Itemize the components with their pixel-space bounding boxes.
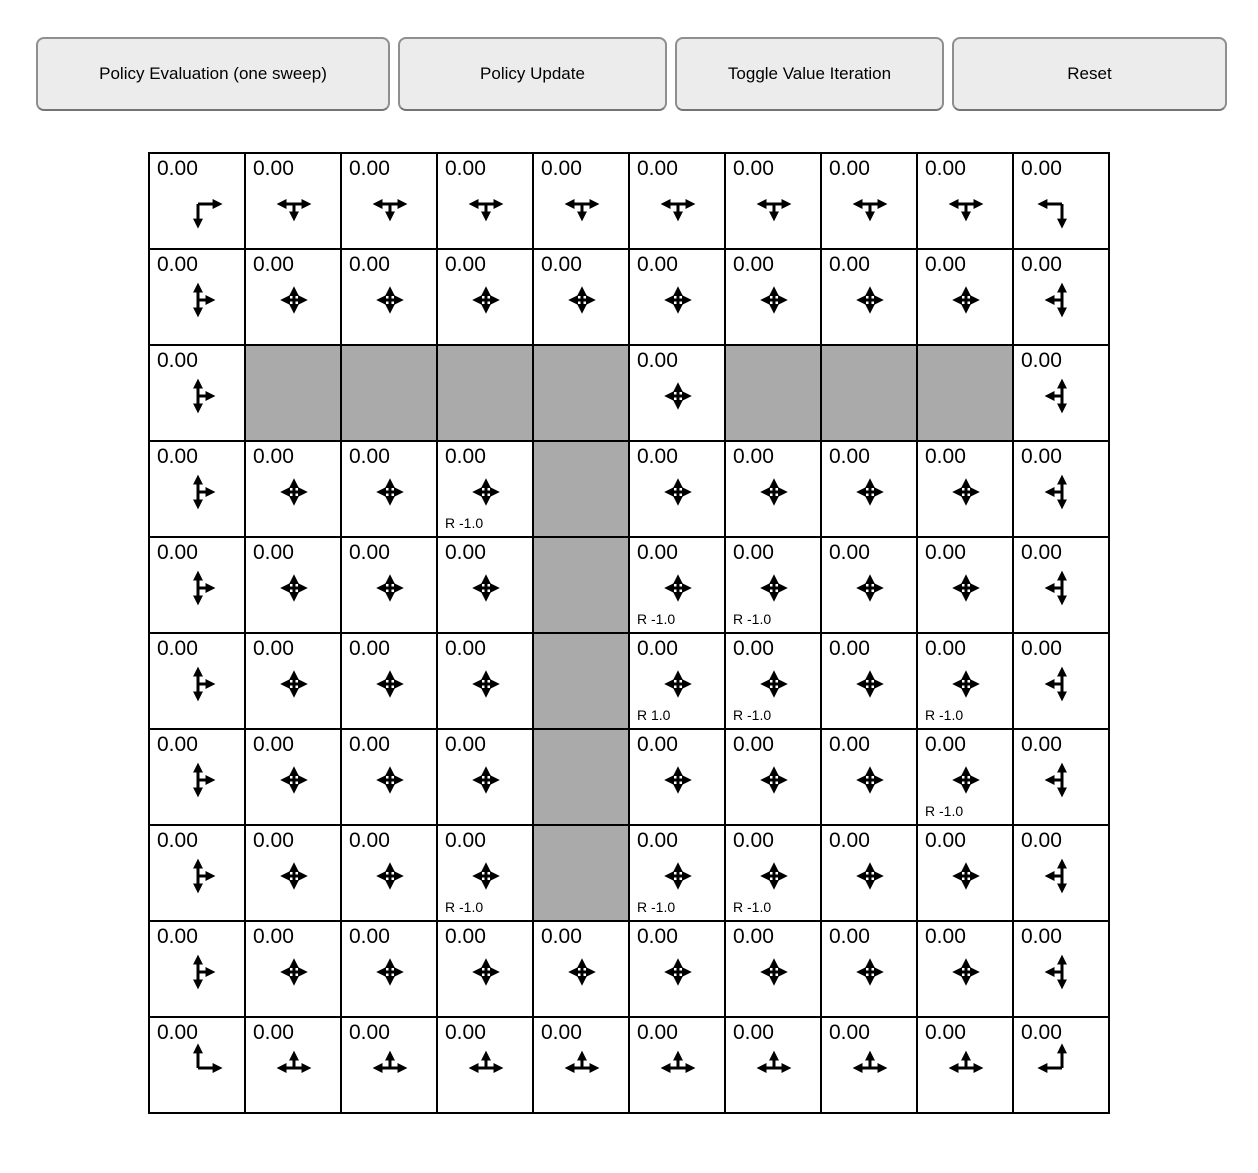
wall-cell [533,633,629,729]
cell-value: 0.00 [1021,541,1062,564]
cell-value: 0.00 [445,637,486,660]
grid-cell[interactable] [821,441,917,537]
policy-arrows-icon [246,442,342,538]
policy-arrows-icon [438,634,534,730]
grid-cell[interactable] [917,441,1013,537]
grid-cell[interactable] [821,921,917,1017]
policy-arrows-icon [150,826,246,922]
policy-arrows-icon [822,826,918,922]
policy-arrows-icon [918,442,1014,538]
policy-arrows-icon [1014,922,1110,1018]
policy-arrows-icon [246,922,342,1018]
grid-cell[interactable] [629,921,725,1017]
grid-cell[interactable] [629,153,725,249]
cell-value: 0.00 [637,445,678,468]
cell-value: 0.00 [157,349,198,372]
policy-arrows-icon [150,730,246,826]
policy-arrows-icon [534,1018,630,1114]
policy-arrows-icon [726,154,822,250]
grid-cell[interactable] [149,825,245,921]
grid-cell[interactable] [149,729,245,825]
cell-value: 0.00 [445,733,486,756]
policy-arrows-icon [342,250,438,346]
grid [148,152,1110,1114]
policy-arrows-icon [438,730,534,826]
cell-value: 0.00 [925,733,966,756]
cell-value: 0.00 [925,253,966,276]
cell-value: 0.00 [349,445,390,468]
grid-cell[interactable] [437,537,533,633]
policy-arrows-icon [1014,346,1110,442]
cell-value: 0.00 [349,733,390,756]
policy-arrows-icon [726,442,822,538]
cell-value: 0.00 [541,925,582,948]
cell-reward: R -1.0 [733,707,772,723]
cell-value: 0.00 [157,157,198,180]
grid-cell[interactable] [1013,441,1109,537]
grid-cell[interactable] [245,633,341,729]
grid-cell[interactable] [1013,153,1109,249]
wall-cell [917,345,1013,441]
grid-cell[interactable] [629,1017,725,1113]
policy-arrows-icon [342,442,438,538]
grid-cell[interactable] [1013,825,1109,921]
policy-arrows-icon [1014,442,1110,538]
cell-value: 0.00 [925,445,966,468]
cell-value: 0.00 [445,253,486,276]
cell-value: 0.00 [733,925,774,948]
cell-reward: R -1.0 [733,611,772,627]
cell-value: 0.00 [349,157,390,180]
cell-value: 0.00 [637,637,678,660]
cell-value: 0.00 [157,925,198,948]
cell-value: 0.00 [349,541,390,564]
toggle-value-iteration-button[interactable]: Toggle Value Iteration [675,37,944,111]
policy-arrows-icon [150,346,246,442]
cell-reward: R 1.0 [637,707,671,723]
cell-value: 0.00 [1021,349,1062,372]
policy-arrows-icon [246,634,342,730]
cell-value: 0.00 [925,541,966,564]
grid-cell[interactable] [821,729,917,825]
cell-value: 0.00 [637,829,678,852]
cell-value: 0.00 [925,157,966,180]
policy-arrows-icon [438,250,534,346]
grid-cell[interactable] [245,825,341,921]
cell-value: 0.00 [829,637,870,660]
cell-value: 0.00 [445,925,486,948]
policy-arrows-icon [630,1018,726,1114]
policy-arrows-icon [1014,538,1110,634]
cell-reward: R -1.0 [925,707,964,723]
grid-cell[interactable] [821,153,917,249]
policy-arrows-icon [150,250,246,346]
grid-cell[interactable] [245,153,341,249]
cell-value: 0.00 [1021,637,1062,660]
wall-cell [437,345,533,441]
grid-cell[interactable] [629,825,725,921]
grid-cell[interactable] [437,249,533,345]
grid-cell[interactable] [245,1017,341,1113]
grid-cell[interactable] [629,729,725,825]
cell-value: 0.00 [1021,829,1062,852]
wall-cell [341,345,437,441]
cell-value: 0.00 [157,637,198,660]
grid-cell[interactable] [1013,537,1109,633]
grid-cell[interactable] [341,633,437,729]
cell-value: 0.00 [349,637,390,660]
wall-cell [533,729,629,825]
policy-arrows-icon [438,922,534,1018]
cell-value: 0.00 [637,157,678,180]
cell-value: 0.00 [925,829,966,852]
policy-arrows-icon [1014,826,1110,922]
cell-value: 0.00 [349,253,390,276]
cell-reward: R -1.0 [445,515,484,531]
cell-value: 0.00 [253,253,294,276]
policy-arrows-icon [822,1018,918,1114]
grid-cell[interactable] [821,825,917,921]
policy-arrows-icon [822,250,918,346]
grid-cell[interactable] [725,825,821,921]
cell-value: 0.00 [157,1021,198,1044]
cell-value: 0.00 [733,1021,774,1044]
cell-value: 0.00 [829,445,870,468]
grid-cell[interactable] [245,537,341,633]
cell-value: 0.00 [637,925,678,948]
cell-value: 0.00 [1021,733,1062,756]
grid-cell[interactable] [917,249,1013,345]
grid-cell[interactable] [149,537,245,633]
grid-cell[interactable] [821,537,917,633]
grid-cell[interactable] [341,921,437,1017]
policy-arrows-icon [918,826,1014,922]
grid-cell[interactable] [245,729,341,825]
grid-cell[interactable] [821,633,917,729]
grid-cell[interactable] [725,153,821,249]
policy-arrows-icon [1014,730,1110,826]
cell-value: 0.00 [733,733,774,756]
cell-value: 0.00 [1021,925,1062,948]
cell-value: 0.00 [829,157,870,180]
grid-cell[interactable] [437,825,533,921]
grid-cell[interactable] [1013,633,1109,729]
policy-arrows-icon [1014,1018,1110,1114]
cell-reward: R -1.0 [445,899,484,915]
grid-cell[interactable] [533,921,629,1017]
cell-value: 0.00 [445,445,486,468]
cell-reward: R -1.0 [925,803,964,819]
cell-reward: R -1.0 [637,611,676,627]
policy-arrows-icon [630,154,726,250]
cell-value: 0.00 [733,637,774,660]
cell-value: 0.00 [253,925,294,948]
cell-value: 0.00 [637,349,678,372]
policy-arrows-icon [918,154,1014,250]
grid-cell[interactable] [917,153,1013,249]
grid-cell[interactable] [533,1017,629,1113]
policy-arrows-icon [918,922,1014,1018]
cell-reward: R -1.0 [733,899,772,915]
cell-value: 0.00 [253,541,294,564]
cell-value: 0.00 [925,1021,966,1044]
cell-value: 0.00 [637,253,678,276]
cell-value: 0.00 [253,637,294,660]
grid-cell[interactable] [437,729,533,825]
policy-arrows-icon [342,634,438,730]
policy-arrows-icon [918,538,1014,634]
grid-cell[interactable] [1013,345,1109,441]
wall-cell [533,537,629,633]
grid-cell[interactable] [245,441,341,537]
policy-arrows-icon [342,154,438,250]
policy-arrows-icon [822,634,918,730]
policy-arrows-icon [438,1018,534,1114]
cell-value: 0.00 [925,925,966,948]
policy-arrows-icon [150,538,246,634]
cell-value: 0.00 [637,733,678,756]
cell-reward: R -1.0 [637,899,676,915]
cell-value: 0.00 [829,541,870,564]
cell-value: 0.00 [445,541,486,564]
policy-arrows-icon [726,922,822,1018]
cell-value: 0.00 [349,829,390,852]
policy-arrows-icon [918,250,1014,346]
grid-cell[interactable] [1013,729,1109,825]
policy-arrows-icon [246,250,342,346]
cell-value: 0.00 [637,541,678,564]
cell-value: 0.00 [1021,445,1062,468]
cell-value: 0.00 [1021,157,1062,180]
cell-value: 0.00 [157,541,198,564]
policy-arrows-icon [150,1018,246,1114]
grid-cell[interactable] [821,249,917,345]
grid-cell[interactable] [629,345,725,441]
cell-value: 0.00 [253,157,294,180]
policy-arrows-icon [342,826,438,922]
cell-value: 0.00 [349,1021,390,1044]
grid-cell[interactable] [149,249,245,345]
policy-evaluation-button[interactable]: Policy Evaluation (one sweep) [36,37,390,111]
cell-value: 0.00 [829,733,870,756]
policy-arrows-icon [150,154,246,250]
grid-cell[interactable] [341,825,437,921]
policy-arrows-icon [342,730,438,826]
policy-arrows-icon [630,346,726,442]
policy-arrows-icon [150,634,246,730]
grid-cell[interactable] [1013,921,1109,1017]
policy-arrows-icon [822,730,918,826]
grid-cell[interactable] [1013,1017,1109,1113]
policy-arrows-icon [246,154,342,250]
policy-arrows-icon [630,442,726,538]
cell-value: 0.00 [733,829,774,852]
grid-cell[interactable] [341,729,437,825]
policy-arrows-icon [246,730,342,826]
wall-cell [245,345,341,441]
cell-value: 0.00 [541,157,582,180]
grid-cell[interactable] [725,441,821,537]
grid-cell[interactable] [725,729,821,825]
policy-arrows-icon [822,442,918,538]
wall-cell [725,345,821,441]
grid-cell[interactable] [437,633,533,729]
cell-value: 0.00 [541,253,582,276]
grid-cell[interactable] [821,1017,917,1113]
grid-cell[interactable] [149,345,245,441]
cell-value: 0.00 [733,157,774,180]
wall-cell [821,345,917,441]
policy-arrows-icon [630,250,726,346]
cell-value: 0.00 [157,733,198,756]
cell-value: 0.00 [637,1021,678,1044]
policy-arrows-icon [438,154,534,250]
cell-value: 0.00 [253,733,294,756]
cell-value: 0.00 [253,1021,294,1044]
cell-value: 0.00 [157,253,198,276]
policy-update-button[interactable]: Policy Update [398,37,667,111]
cell-value: 0.00 [829,925,870,948]
grid-cell[interactable] [725,249,821,345]
wall-cell [533,441,629,537]
policy-arrows-icon [726,1018,822,1114]
policy-arrows-icon [342,922,438,1018]
grid-cell[interactable] [437,921,533,1017]
grid-cell[interactable] [149,153,245,249]
grid-cell[interactable] [533,153,629,249]
wall-cell [533,825,629,921]
policy-arrows-icon [1014,154,1110,250]
policy-arrows-icon [150,442,246,538]
cell-value: 0.00 [445,157,486,180]
grid-cell[interactable] [1013,249,1109,345]
grid-cell[interactable] [917,537,1013,633]
policy-arrows-icon [246,1018,342,1114]
policy-arrows-icon [918,1018,1014,1114]
cell-value: 0.00 [733,541,774,564]
cell-value: 0.00 [157,445,198,468]
policy-arrows-icon [822,538,918,634]
grid-cell[interactable] [245,921,341,1017]
cell-value: 0.00 [445,1021,486,1044]
policy-arrows-icon [630,730,726,826]
grid-cell[interactable] [341,249,437,345]
grid-cell[interactable] [629,537,725,633]
policy-arrows-icon [822,922,918,1018]
policy-arrows-icon [150,922,246,1018]
grid-cell[interactable] [341,441,437,537]
policy-arrows-icon [630,922,726,1018]
grid-cell[interactable] [341,537,437,633]
grid-cell[interactable] [341,153,437,249]
policy-arrows-icon [726,250,822,346]
policy-arrows-icon [1014,634,1110,730]
grid-cell[interactable] [917,729,1013,825]
grid-cell[interactable] [437,441,533,537]
cell-value: 0.00 [733,445,774,468]
policy-arrows-icon [342,538,438,634]
grid-cell[interactable] [533,249,629,345]
cell-value: 0.00 [445,829,486,852]
grid-cell[interactable] [149,1017,245,1113]
policy-arrows-icon [246,538,342,634]
cell-value: 0.00 [349,925,390,948]
grid-cell[interactable] [629,441,725,537]
cell-value: 0.00 [1021,1021,1062,1044]
grid-cell[interactable] [917,633,1013,729]
grid-cell[interactable] [629,249,725,345]
grid-cell[interactable] [149,633,245,729]
grid-cell[interactable] [437,1017,533,1113]
policy-arrows-icon [534,154,630,250]
grid-cell[interactable] [917,921,1013,1017]
policy-arrows-icon [342,1018,438,1114]
reset-button[interactable]: Reset [952,37,1227,111]
cell-value: 0.00 [253,445,294,468]
cell-value: 0.00 [157,829,198,852]
grid-cell[interactable] [917,825,1013,921]
grid-cell[interactable] [725,1017,821,1113]
grid-cell[interactable] [341,1017,437,1113]
cell-value: 0.00 [829,253,870,276]
cell-value: 0.00 [829,1021,870,1044]
policy-arrows-icon [726,730,822,826]
grid-cell[interactable] [917,1017,1013,1113]
policy-arrows-icon [438,538,534,634]
grid-cell[interactable] [725,537,821,633]
policy-arrows-icon [1014,250,1110,346]
cell-value: 0.00 [1021,253,1062,276]
policy-arrows-icon [534,250,630,346]
policy-arrows-icon [822,154,918,250]
toolbar [36,37,1258,111]
grid-cell[interactable] [725,921,821,1017]
grid-cell[interactable] [629,633,725,729]
grid-cell[interactable] [725,633,821,729]
cell-value: 0.00 [925,637,966,660]
wall-cell [533,345,629,441]
grid-cell[interactable] [149,441,245,537]
grid-cell[interactable] [437,153,533,249]
grid-cell[interactable] [245,249,341,345]
cell-value: 0.00 [541,1021,582,1044]
grid-cell[interactable] [149,921,245,1017]
policy-arrows-icon [246,826,342,922]
cell-value: 0.00 [253,829,294,852]
cell-value: 0.00 [829,829,870,852]
cell-value: 0.00 [733,253,774,276]
policy-arrows-icon [534,922,630,1018]
